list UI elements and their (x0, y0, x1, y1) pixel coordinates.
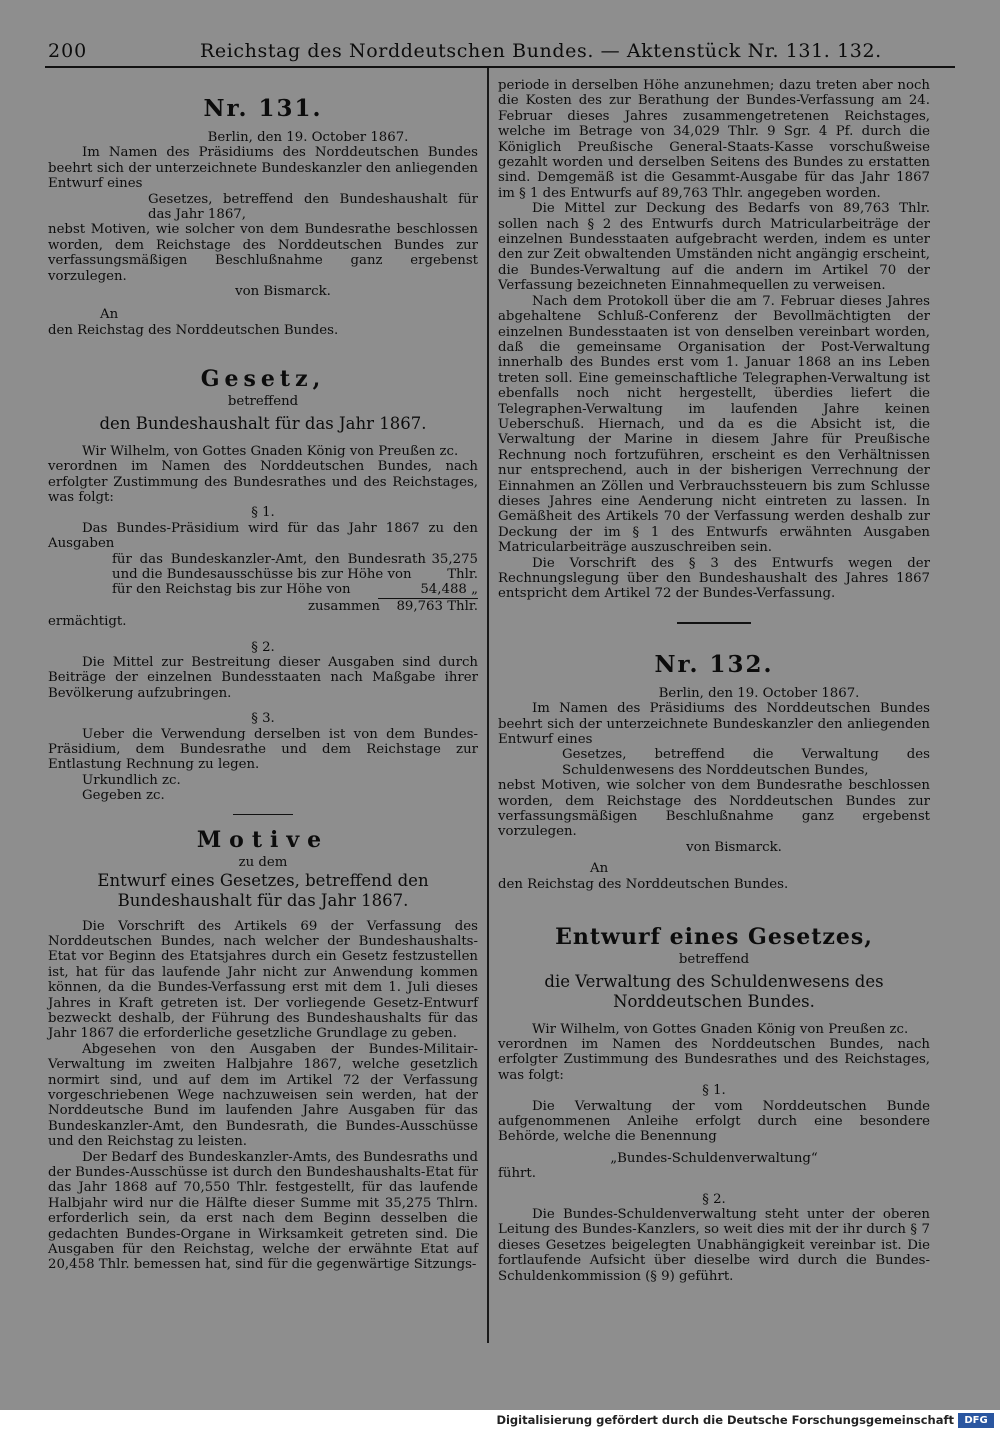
entwurf-subtitle: die Verwaltung des Schuldenwesens des Norddeutschen Bundes. (544, 971, 884, 1011)
motive-paragraph-6: Die Vorschrift des § 3 des Entwurfs wegen der Rechnungslegung über den Bundeshaushalt des Jahres 1867 entspricht dem Artikel 72 der Bundes-Verfassung. (498, 555, 930, 602)
ermaechtigt: ermächtigt. (48, 614, 127, 630)
letter-paragraph-cont: nebst Motiven, wie solcher von dem Bundesrathe beschlossen worden, dem Reichstage des Norddeutschen Bundes zur verfassungsmäßigen Beschlußnahme ganz ergebenst vorzulegen. (498, 778, 930, 840)
section-1-text: Das Bundes-Präsidium wird für das Jahr 1867 zu den Ausgaben (48, 520, 478, 552)
bill-title: Gesetzes, betreffend die Verwaltung des Schuldenwesens des Norddeutschen Bundes, (562, 747, 930, 778)
betreffend-label: betreffend (678, 952, 750, 968)
preamble: Wir Wilhelm, von Gottes Gnaden König von Preußen zc. (532, 1021, 909, 1037)
motive-paragraph-2: Abgesehen von den Ausgaben der Bundes-Militair-Verwaltung im zweiten Halbjahre 1867, welche gesetzlich normirt sind, und auf dem im Artikel 72 der Verfassung vorgeschriebenen Wege nachzuweisen sein werden, hat der Norddeutsche Bund im laufenden Jahre Ausgaben für das Bundeskanzler-Amt, den Bundesrath, die Bundes-Ausschüsse und den Reichstag zu leisten. (48, 1041, 478, 1150)
motive-paragraph-5: Nach dem Protokoll über die am 7. Februar dieses Jahres abgehaltene Schluß-Conferenz der Bevollmächtigten der einzelnen Bundesstaaten ist von denselben vereinbart worden, daß die gemeinsame Organisation der Post-Verwaltung innerhalb des Bundes erst vom 1. Januar 1868 an ins Leben treten soll. Eine gemeinschaftliche Telegraphen-Verwaltung ist ebenfalls noch nicht hergestellt, überdies liefert die Telegraphen-Verwaltung im laufenden Jahre keinen Ueberschuß. Hiernach, und da es die Absicht ist, die Verwaltung der Marine in diesem Jahre für Preußische Rechnung noch fortzuführen, erscheint es den Verhältnissen nur entsprechend, auch in der bisherigen Verrechnung der Einnahmen an Zöllen und Verbrauchssteuern bis zum Schlusse dieses Jahres eine Aenderung nicht eintreten zu lassen. In Gemäßheit des Artikels 70 der Verfassung werden deshalb zur Deckung der im § 1 des Entwurfs erwähnten Ausgaben Matricularbeiträge auszuschreiben sein. (498, 293, 930, 556)
addressee: den Reichstag des Norddeutschen Bundes. (498, 876, 789, 892)
signature: von Bismarck. (686, 839, 782, 855)
motive-paragraph-4: Die Mittel zur Deckung des Bedarfs von 89,763 Thlr. sollen nach § 2 des Entwurfs durch Matricularbeiträge der einzelnen Bundesstaaten aufgebracht werden, indem es unter den zur Zeit obwaltenden Umständen nicht angängig erscheint, die Bundes-Verwaltung auf die andern im Artikel 70 der Verfassung bezeichneten Einnahmequellen zu verweisen. (498, 201, 930, 294)
section-divider (677, 622, 751, 624)
signature: von Bismarck. (235, 284, 331, 300)
verordnen: verordnen im Namen des Norddeutschen Bundes, nach erfolgter Zustimmung des Bundesrathes und des Reichstages, was folgt: (48, 459, 478, 505)
section-2-heading: § 2. (251, 639, 275, 655)
section-1-text: Die Verwaltung der vom Norddeutschen Bunde aufgenommenen Anleihe erfolgt durch eine besondere Behörde, welche die Benennung (498, 1098, 930, 1145)
motive-subtitle: Entwurf eines Gesetzes, betreffend den Bundeshaushalt für das Jahr 1867. (97, 870, 429, 910)
page-number: 200 (48, 40, 88, 62)
budget-row-2 (48, 582, 478, 598)
budget-row-amount: 54,488 „ (378, 582, 478, 598)
left-column (48, 72, 478, 1273)
gegeben: Gegeben zc. (82, 788, 165, 804)
budget-row-1 (48, 552, 478, 583)
section-2-text: Die Mittel zur Bestreitung dieser Ausgaben sind durch Beiträge der einzelnen Bundesstaaten nach Maßgabe ihrer Bevölkerung aufzubringen. (48, 654, 478, 701)
header-rule (45, 66, 955, 68)
section-1-heading: § 1. (251, 505, 275, 521)
running-header (48, 38, 958, 68)
dfg-logo: DFG (958, 1413, 994, 1428)
budget-row-label: für das Bundeskanzler-Amt, den Bundesrath und die Bundesausschüsse bis zur Höhe von (112, 551, 426, 582)
letter-paragraph-cont: nebst Motiven, wie solcher von dem Bundesrathe beschlossen worden, dem Reichstage des Norddeutschen Bundes zur verfassungsmäßigen Beschlußnahme ganz ergebenst vorzulegen. (48, 222, 478, 284)
addressee: den Reichstag des Norddeutschen Bundes. (48, 322, 339, 338)
budget-row-amount: 89,763 Thlr. (396, 598, 478, 614)
section-divider (233, 814, 293, 816)
motive-paragraph-1: Die Vorschrift des Artikels 69 der Verfassung des Norddeutschen Bundes, nach welcher der Bundeshaushalts-Etat vor Beginn des Etatsjahres durch ein Gesetz festzustellen ist, hat für das laufende Jahr nicht zur Anwendung kommen können, da die Bundes-Verfassung erst mit dem 1. Juli dieses Jahres in Kraft getreten ist. Der vorliegende Gesetz-Entwurf bezweckt deshalb, der Führung des Bundeshaushalts für das Jahr 1867 die erforderliche gesetzliche Grundlage zu geben. (48, 918, 478, 1042)
budget-row-total (48, 599, 478, 614)
urkundlich: Urkundlich zc. (82, 772, 181, 788)
betreffend-label: betreffend (227, 394, 299, 410)
gesetz-title: Gesetz, (200, 366, 326, 393)
right-column (498, 78, 930, 1284)
motive-paragraph-3: Der Bedarf des Bundeskanzler-Amts, des Bundesraths und der Bundes-Ausschüsse ist durch den Bundeshaushalts-Etat für das Jahr 1868 auf 70,550 Thlr. festgestellt, für das laufende Halbjahr wird nur die Hälfte dieser Summe mit 35,275 Thlrn. erforderlich sein, da erst nach dem Beginn desselben die gedachten Bundes-Organe in Wirksamkeit getreten sind. Die Ausgaben für den Reichstag, welche der erwähnte Etat auf 20,458 Thlr. bemessen hat, sind für die gegenwärtige Sitzungs- (48, 1149, 479, 1273)
entwurf-title: Entwurf eines Gesetzes, (555, 924, 873, 951)
verordnen: verordnen im Namen des Norddeutschen Bundes, nach erfolgter Zustimmung des Bundesrathes und des Reichstages, was folgt: (498, 1036, 930, 1083)
section-3-heading: § 3. (251, 711, 275, 727)
header-title: Reichstag des Norddeutschen Bundes. — Aktenstück Nr. 131. 132. (200, 40, 882, 62)
section-2-heading: § 2. (702, 1191, 726, 1207)
letter-paragraph: Im Namen des Präsidiums des Norddeutschen Bundes beehrt sich der unterzeichnete Bundeskanzler den anliegenden Entwurf eines (498, 701, 930, 748)
an-label: An (590, 861, 609, 877)
preamble: Wir Wilhelm, von Gottes Gnaden König von Preußen zc. (82, 443, 459, 459)
section-1-heading: § 1. (702, 1083, 726, 1099)
fuehrt: führt. (498, 1166, 536, 1182)
benennung: „Bundes-Schuldenverwaltung“ (610, 1150, 818, 1166)
date-line: Berlin, den 19. October 1867. (658, 685, 860, 701)
doc-number-132: Nr. 132. (654, 650, 774, 678)
budget-row-label: zusammen (308, 598, 380, 614)
bill-title: Gesetzes, betreffend den Bundeshaushalt für das Jahr 1867, (148, 191, 478, 223)
footer-credit: Digitalisierung gefördert durch die Deutsche Forschungsgemeinschaft (496, 1413, 954, 1427)
budget-row-label: für den Reichstag bis zur Höhe von (112, 582, 351, 598)
column-separator (487, 68, 489, 1343)
an-label: An (100, 307, 119, 323)
section-2-text: Die Bundes-Schuldenverwaltung steht unter der oberen Leitung des Bundes-Kanzlers, so weit dies mit der ihr durch § 7 dieses Gesetzes beigelegten Unabhängigkeit vereinbar ist. Die fortlaufende Aufsicht über dieselbe wird durch die Bundes-Schuldenkommission (§ 9) geführt. (498, 1206, 930, 1284)
zu-dem-label: zu dem (238, 855, 288, 871)
gesetz-subtitle: den Bundeshaushalt für das Jahr 1867. (99, 413, 427, 433)
doc-number-131: Nr. 131. (203, 95, 323, 122)
budget-row-amount: 35,275 Thlr. (431, 551, 478, 582)
motive-paragraph-cont: periode in derselben Höhe anzunehmen; dazu treten aber noch die Kosten des zur Berathung der Bundes-Verfassung am 24. Februar dieses Jahres zusammengetretenen Reichstages, welche im Betrage von 34,029 Thlr. 9 Sgr. 4 Pf. durch die Königlich Preußische General-Staats-Kasse vorschußweise gezahlt worden und derselben Seitens des Bundes zu erstatten sind. Demgemäß ist die Gesammt-Ausgabe für das Jahr 1867 im § 1 des Entwurfs auf 89,763 Thlr. angegeben worden. (498, 78, 930, 201)
date-line: Berlin, den 19. October 1867. (207, 130, 409, 145)
digitization-footer (0, 1410, 1000, 1432)
motive-title: Motive (196, 827, 330, 854)
letter-paragraph: Im Namen des Präsidiums des Norddeutschen Bundes beehrt sich der unterzeichnete Bundeskanzler den anliegenden Entwurf eines (48, 145, 478, 192)
section-3-text: Ueber die Verwendung derselben ist von dem Bundes-Präsidium, dem Bundesrathe und dem Reichstage zur Entlastung Rechnung zu legen. (48, 726, 478, 773)
